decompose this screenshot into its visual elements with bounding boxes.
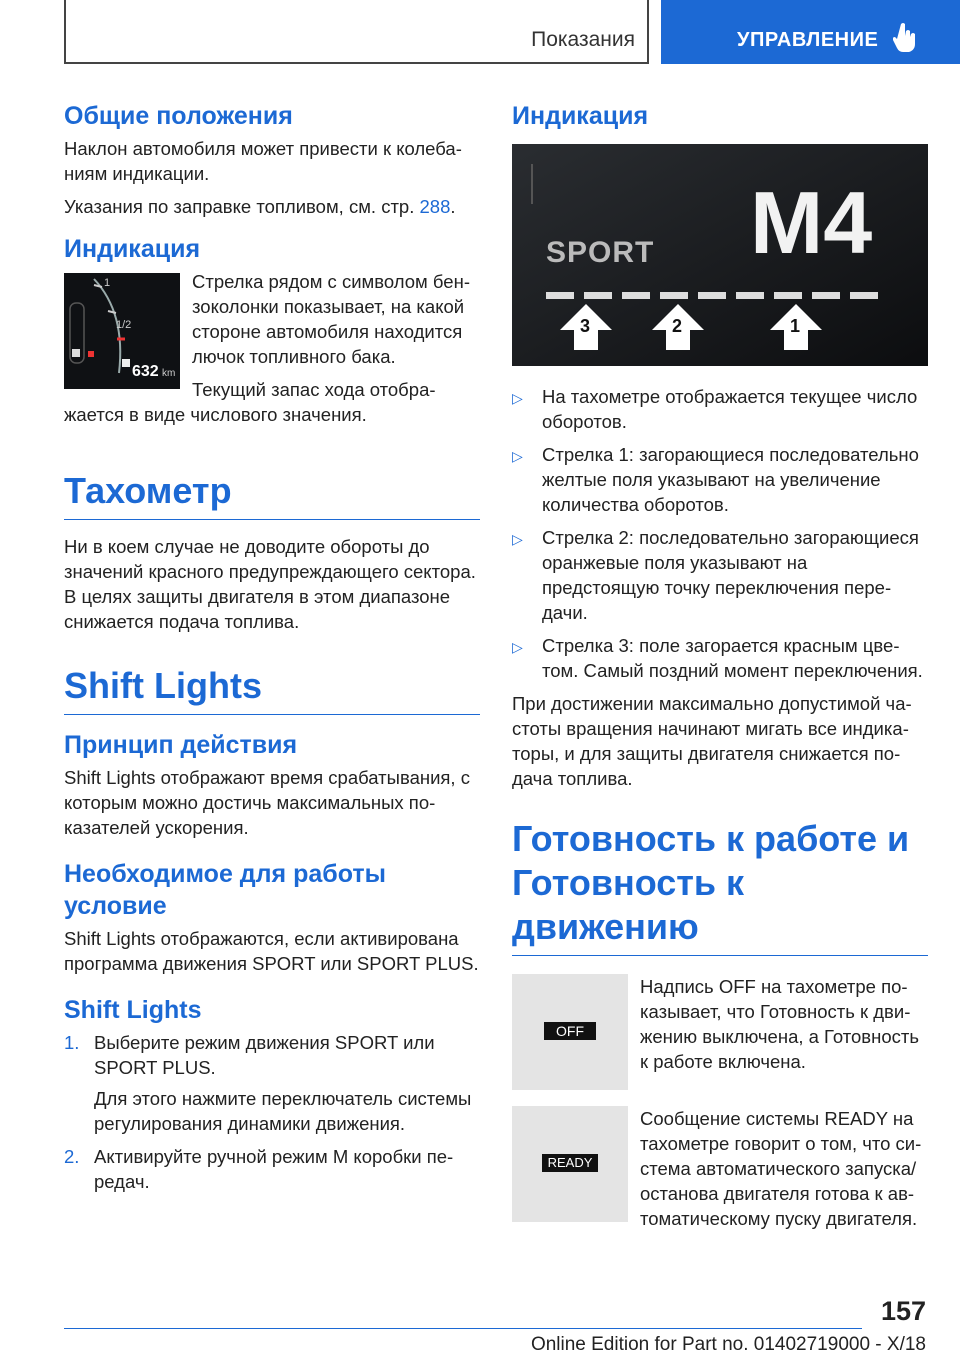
ready-row bbox=[512, 1106, 928, 1239]
arrow-3-label: 3 bbox=[580, 316, 591, 336]
section-title-indication-right: Индикация bbox=[512, 102, 649, 130]
section-title-general: Общие положения bbox=[64, 102, 293, 130]
step-text: Выберите режим движения SPORT или SPORT PLUS. bbox=[94, 1032, 435, 1078]
footer-edition: Online Edition for Part no. 01402719000 - X/18 bbox=[530, 1334, 926, 1355]
section-title-shift-lights: Shift Lights bbox=[64, 665, 262, 706]
section-title-tachometer: Тахометр bbox=[64, 470, 232, 511]
bullet-text: Стрелка 1: загорающиеся последовательно желтые поля указывают на увеличение количества оборотов. bbox=[542, 444, 919, 515]
footer-rule bbox=[64, 1328, 862, 1329]
list-item bbox=[64, 1144, 480, 1194]
list-item bbox=[512, 633, 928, 683]
section-title-requirement: Необходимое для работы условие bbox=[64, 860, 386, 920]
tacho-paragraph: Ни в коем случае не доводите обороты до значений красного предупреждающего сектора. В целях защиты двигателя в этом диапазоне снижается подача топлива. bbox=[64, 536, 476, 632]
ready-heading-rule bbox=[512, 817, 928, 956]
arrow-2-label: 2 bbox=[672, 316, 683, 336]
page-link-288[interactable]: 288 bbox=[419, 196, 451, 217]
header-tab-operation[interactable] bbox=[661, 0, 960, 64]
arrow-1-label: 1 bbox=[790, 316, 801, 336]
off-indicator-image bbox=[512, 974, 628, 1090]
off-row bbox=[512, 974, 928, 1090]
step-text: Активируйте ручной режим M коробки передач. bbox=[94, 1146, 454, 1192]
section-title-readiness: Готовность к работе и Готовность к движению bbox=[512, 818, 910, 947]
bullet-text: На тахометре отображается текущее число оборотов. bbox=[542, 386, 918, 432]
section-title-shift-lights-sub: Shift Lights bbox=[64, 996, 202, 1024]
fuel-gauge-image bbox=[64, 273, 180, 389]
triangle-bullet-icon: ▷ bbox=[512, 639, 523, 655]
requirement-paragraph: Shift Lights отображаются, если активирована программа движения SPORT или SPORT PLUS. bbox=[64, 928, 479, 974]
shift-lights-heading-rule bbox=[64, 664, 480, 715]
general-paragraph-2 bbox=[64, 194, 480, 219]
list-item bbox=[512, 384, 928, 434]
off-indicator-label: OFF bbox=[544, 1022, 596, 1040]
general-p2-suffix: . bbox=[450, 196, 456, 217]
left-column bbox=[64, 100, 480, 1202]
header-tab-indications[interactable] bbox=[64, 0, 649, 64]
bullet-text: Стрелка 2: последовательно загорающиеся оранжевые поля указывают на предстоящую точку переключения передачи. bbox=[542, 527, 919, 623]
step-number: 1. bbox=[64, 1032, 80, 1053]
bullet-text: Стрелка 3: поле загорается красным цветом. Самый поздний момент переключения. bbox=[542, 635, 923, 681]
indication-paragraph-2: Текущий запас хода отображается в виде числового значения. bbox=[64, 379, 436, 425]
shift-lights-steps bbox=[64, 1030, 480, 1194]
right-column bbox=[512, 100, 928, 1255]
gauge-range-value: 632 bbox=[132, 363, 159, 380]
gauge-half-label: 1/2 bbox=[116, 319, 132, 331]
step-number: 2. bbox=[64, 1146, 80, 1167]
ready-indicator-label: READY bbox=[542, 1154, 598, 1172]
page-number: 157 bbox=[880, 1296, 926, 1326]
step-subtext: Для этого нажмите переключатель системы регулирования динамики движения. bbox=[94, 1088, 472, 1134]
ready-paragraph: Сообщение системы READY на тахометре говорит о том, что система автоматического запуска/ останова двигателя готова к автоматическому пуску двигателя. bbox=[640, 1108, 922, 1229]
triangle-bullet-icon: ▷ bbox=[512, 531, 523, 547]
m4-label: M4 bbox=[750, 173, 873, 272]
gauge-one-label: 1 bbox=[104, 277, 111, 289]
gauge-range-unit: km bbox=[162, 368, 176, 379]
header-tab-indications-label: Показания bbox=[531, 28, 635, 51]
header-tab-operation-label: УПРАВЛЕНИЕ bbox=[737, 29, 879, 51]
general-paragraph-1: Наклон автомобиля может привести к колебаниям индикации. bbox=[64, 138, 462, 184]
general-p2-text: Указания по заправке топливом, см. стр. bbox=[64, 196, 420, 217]
triangle-bullet-icon: ▷ bbox=[512, 448, 523, 464]
shift-lights-image bbox=[512, 144, 928, 366]
indication-paragraph-1: Стрелка рядом с символом бензоколонки показывает, на какой стороне автомобиля находится лючок топливного бака. bbox=[192, 271, 470, 367]
list-item bbox=[64, 1030, 480, 1136]
ready-indicator-image bbox=[512, 1106, 628, 1222]
indication-bullets bbox=[512, 384, 928, 683]
list-item bbox=[512, 525, 928, 625]
section-title-principle: Принцип действия bbox=[64, 731, 298, 759]
triangle-bullet-icon: ▷ bbox=[512, 390, 523, 406]
principle-paragraph: Shift Lights отображают время срабатывания, с которым можно достичь максимальных показателей ускорения. bbox=[64, 767, 470, 838]
sport-mode-label: SPORT bbox=[546, 236, 655, 269]
indication-after-paragraph: При достижении максимально допустимой частоты вращения начинают мигать все индикаторы, и для защиты двигателя снижается подача топлива. bbox=[512, 693, 912, 789]
list-item bbox=[512, 442, 928, 517]
pointing-hand-icon bbox=[893, 22, 919, 57]
off-paragraph: Надпись OFF на тахометре показывает, что Готовность к движению выключена, а Готовность к работе включена. bbox=[640, 976, 919, 1072]
tacho-heading-rule bbox=[64, 469, 480, 520]
section-title-indication-left: Индикация bbox=[64, 235, 201, 263]
